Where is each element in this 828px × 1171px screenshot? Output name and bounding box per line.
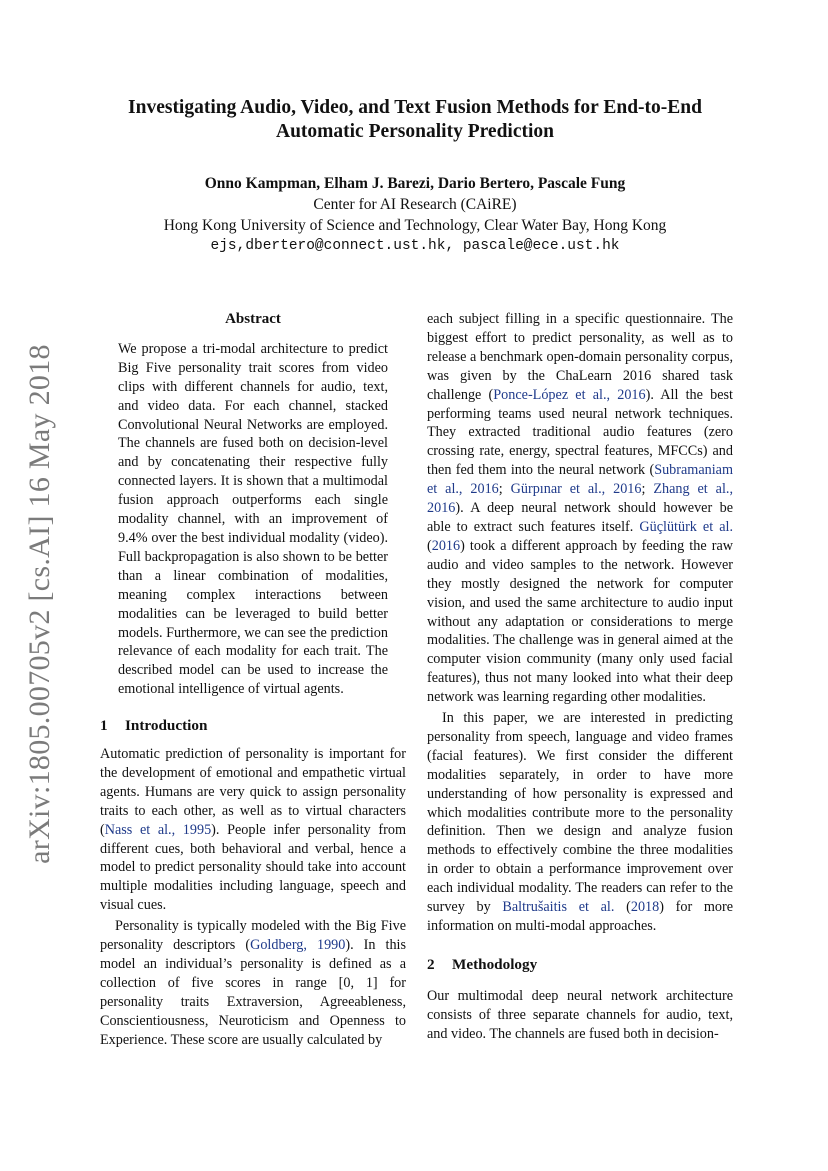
methodology-body [427,987,733,1044]
right-paragraph-2 [427,709,733,936]
text-run: Automatic prediction of personality is important for the development of emotional and empathetic virtual agents. Humans are very quick to assign personality traits to each other, as well as to virtual characters ( [100,746,406,838]
citation-link[interactable]: Goldberg, 1990 [250,937,346,954]
citation-link[interactable]: 2018 [630,899,660,916]
right-column [427,310,733,1044]
citation-link[interactable]: Güçlütürk et al. [639,518,733,535]
citation-link[interactable]: Ponce-López et al., 2016 [493,386,646,403]
methodology-paragraph-1: Our multimodal deep neural network architecture consists of three separate channels for audio, text, and video. The channels are fused both in decision- [427,987,733,1042]
author-affiliation: Hong Kong University of Science and Technology, Clear Water Bay, Hong Kong [163,217,667,234]
text-run: ). In this model an individual’s personality is defined as a collection of five scores in range [0, 1] for personality traits Extraversion, Agreeableness, Conscientiousness, Neuroticism and Openness to Experience. These score are usually calculated by [100,937,407,1048]
abstract-heading: Abstract [225,311,281,327]
text-run: ) for more information on multi-modal approaches. [427,899,734,934]
citation-link[interactable]: Subramaniam et al., 2016 [427,462,733,498]
right-paragraph-1 [427,310,733,707]
title-line-2: Automatic Personality Prediction [275,121,554,142]
text-run: ; [498,481,511,498]
section-number: 2 [427,955,435,973]
author-names: Onno Kampman, Elham J. Barezi, Dario Bertero, Pascale Fung [204,175,626,192]
text-run: ( [427,537,432,554]
section-heading-methodology [427,956,733,975]
text-run: ) took a different approach by feeding the raw audio and video samples to the network. However they mostly designed the network for computer vision, and used the same architecture to audio input without any adaptation or considerations to merge modalities. The challenge was in general aimed at the computer vision community (many only used facial features), thus not many looked into what their deep network was learning regarding other modalities. [427,537,733,706]
text-run: ). A deep neural network should however be able to extract such features itself. [427,500,733,535]
citation-link[interactable]: Zhang et al., 2016 [427,481,733,517]
text-run: ; [641,481,654,498]
abstract-section [118,340,388,699]
introduction-body [100,745,406,1050]
right-column-body [427,310,733,936]
section-title: Introduction [125,717,208,735]
section-number: 1 [100,717,108,735]
arxiv-identifier: arXiv:1805.00705v2 [cs.AI] 16 May 2018 [23,344,56,864]
intro-paragraph-1 [100,745,406,915]
citation-link[interactable]: Nass et al., 1995 [104,821,212,838]
citation-link[interactable]: 2016 [431,537,461,554]
author-emails: ejs,dbertero@connect.ust.hk, pascale@ece.ust.hk [210,238,620,254]
text-run: In this paper, we are interested in predicting personality from speech, language and video frames (facial features). We first consider the different modalities separately, in order to have more understanding of how personality is expressed and which modalities contribute more to the personality definition. Then we design and analyze fusion methods to effectively combine the three modalities in order to obtain a performance improvement over each individual modality. The readers can refer to the survey by [427,710,733,916]
text-run: ). People infer personality from different cues, both behavioral and verbal, hence a model to predict personality should take into account multiple modalities including language, speech and visual cues. [100,821,406,914]
arxiv-sidebar-stamp [22,344,58,864]
text-run: ( [614,899,631,916]
text-run: each subject filling in a specific questionnaire. The biggest effort to predict personality, as well as to release a benchmark open-domain personality corpus, was given by the ChaLearn 2016 shared task challenge ( [427,311,733,403]
author-center: Center for AI Research (CAiRE) [313,196,517,213]
citation-link[interactable]: Gürpınar et al., 2016 [510,481,642,498]
text-run: ). All the best performing teams used neural network techniques. They extracted traditional audio features (zero crossing rate, energy, spectral features, MFCCs) and then fed them into the neural network ( [427,386,733,479]
text-run: Personality is typically modeled with the Big Five personality descriptors ( [100,918,406,954]
left-column [100,310,406,1050]
paper-title [100,96,730,144]
abstract-text: We propose a tri-modal architecture to predict Big Five personality trait scores from video clips with different channels for audio, text, and video data. For each channel, stacked Convolutional Neural Networks are employed. The channels are fused both on decision-level and by concatenating their respective fully connected layers. It is shown that a multimodal fusion approach outperforms each single modality channel, with an improvement of 9.4% over the best individual modality (video). Full backpropagation is also shown to be better than a linear combination of modalities, meaning complex interactions between modalities can be leveraged to build better models. Furthermore, we can see the prediction relevance of each modality for each trait. The described model can be used to increase the emotional intelligence of virtual agents. [118,340,388,698]
section-title: Methodology [452,955,538,973]
intro-paragraph-2 [100,917,406,1049]
title-line-1: Investigating Audio, Video, and Text Fusion Methods for End-to-End [128,97,702,118]
section-heading-introduction [100,717,406,736]
citation-link[interactable]: Baltrušaitis et al. [502,899,615,916]
author-block [100,173,730,257]
